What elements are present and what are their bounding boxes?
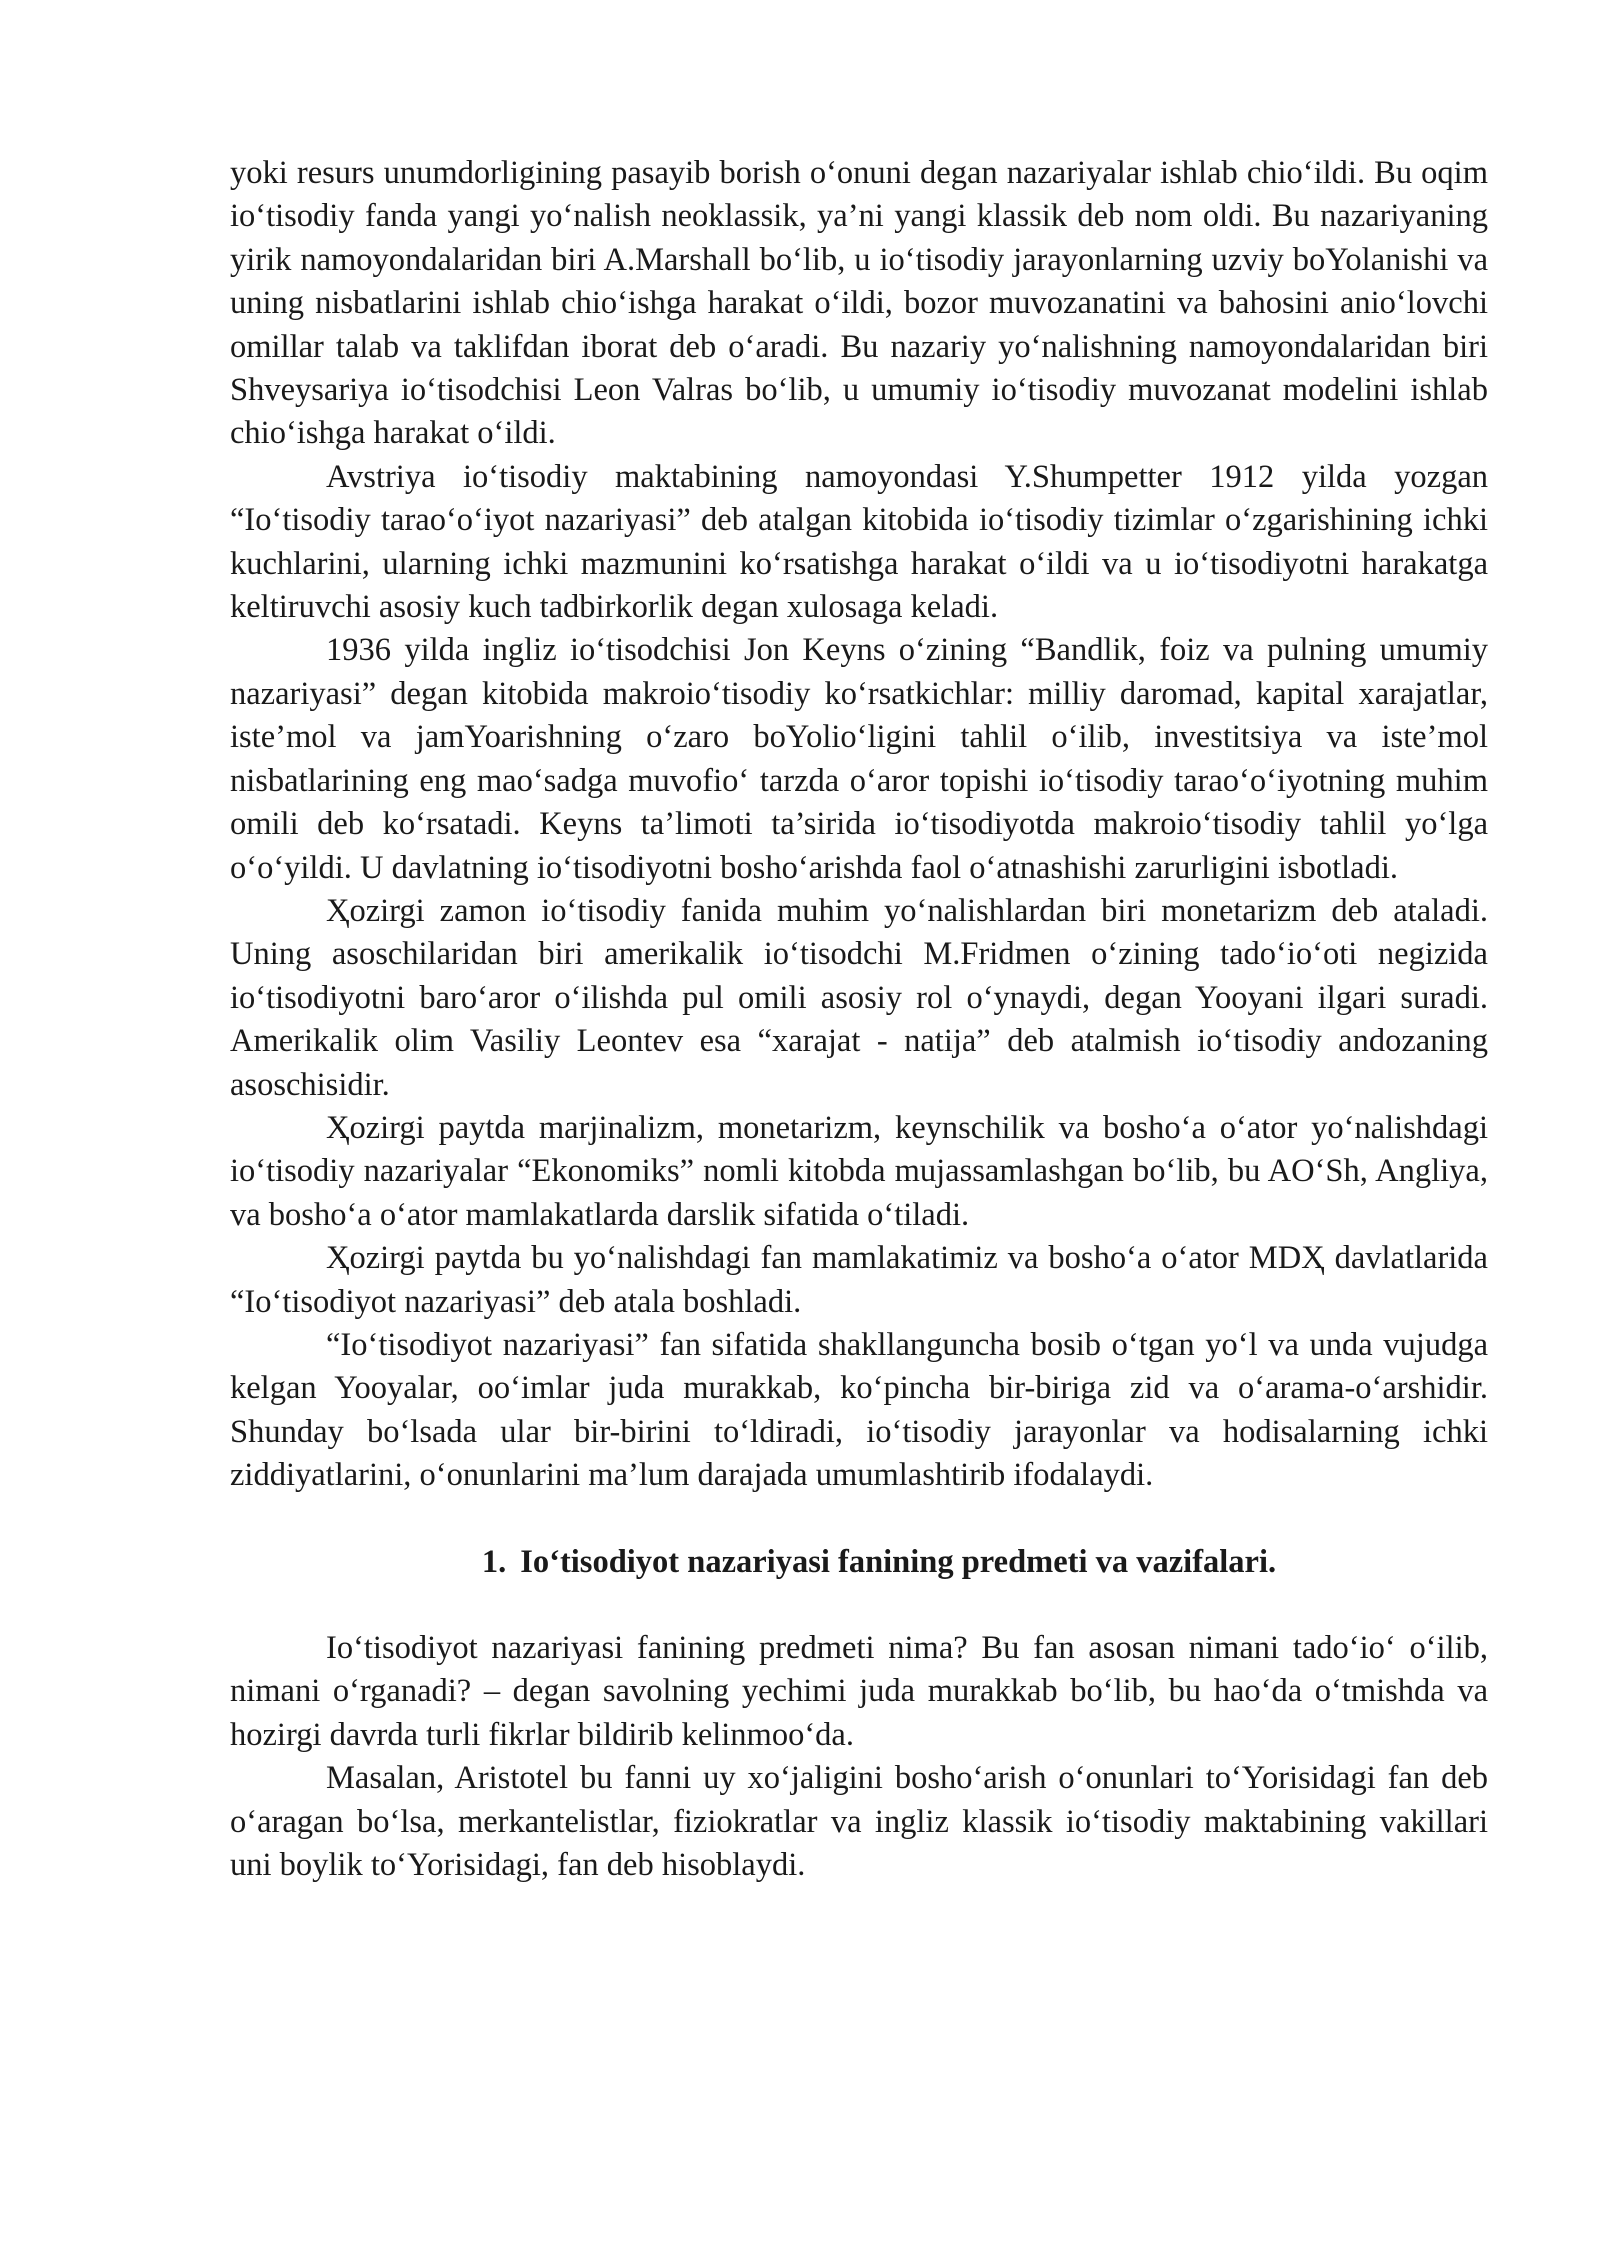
paragraph-neoclassical: yoki resurs unumdorligining pasayib borish oʻonuni degan nazariyalar ishlab chioʻildi. Bu oqim ioʻtisodiy fanda yangi yoʻnalish neoklassik, ya’ni yangi klassik deb nom oldi. Bu nazariyaning yirik namoyondalaridan biri A.Marshall boʻlib, u ioʻtisodiy jarayonlarning uzviy boYolanishi va uning nisbatlarini ishlab chioʻishga harakat oʻildi, bozor muvozanatini va bahosini anioʻlovchi omillar talab va taklifdan iborat deb oʻaradi. Bu nazariy yoʻnalishning namoyondalaridan biri Shveysariya ioʻtisodchisi Leon Valras boʻlib, u umumiy ioʻtisodiy muvozanat modelini ishlab chioʻishga harakat oʻildi.	[230, 155, 1488, 452]
section-number: 1.	[481, 1543, 507, 1580]
document-page	[230, 152, 1488, 1887]
section-heading	[230, 1498, 1488, 1627]
paragraph-mdh: Ҳozirgi paytda bu yoʻnalishdagi fan mamlakatimiz va boshoʻa oʻator MDҲ davlatlarida “Ioʻtisodiyot nazariyasi” deb atala boshladi.	[230, 1240, 1488, 1320]
paragraph-formation: “Ioʻtisodiyot nazariyasi” fan sifatida shakllanguncha bosib oʻtgan yoʻl va unda vujudga kelgan Yooyalar, ooʻimlar juda murakkab, koʻpincha bir-biriga zid va oʻarama-oʻarshidir. Shunday boʻlsada ular bir-birini toʻldiradi, ioʻtisodiy jarayonlar va hodisalarning ichki ziddiyatlarini, oʻonunlarini ma’lum darajada umumlashtirib ifodalaydi.	[230, 1326, 1488, 1494]
section-title: Ioʻtisodiyot nazariyasi fanining predmeti va vazifalari.	[520, 1543, 1277, 1580]
paragraph-monetarism: Ҳozirgi zamon ioʻtisodiy fanida muhim yoʻnalishlardan biri monetarizm deb ataladi. Uning asoschilaridan biri amerikalik ioʻtisodchi M.Fridmen oʻzining tadoʻioʻoti negizida ioʻtisodiyotni baroʻaror oʻilishda pul omili asosiy rol oʻynaydi, degan Yooyani ilgari suradi. Amerikalik olim Vasiliy Leontev esa “xarajat - natija” deb atalmish ioʻtisodiy andozaning asoschisidir.	[230, 892, 1488, 1103]
paragraph-aristotel: Masalan, Aristotel bu fanni uy xoʻjaligini boshoʻarish oʻonunlari toʻYorisidagi fan deb oʻaragan boʻlsa, merkantelistlar, fiziokratlar va ingliz klassik ioʻtisodiy maktabining vakillari uni boylik toʻYorisidagi, fan deb hisoblaydi.	[230, 1760, 1488, 1884]
paragraph-keyns: 1936 yilda ingliz ioʻtisodchisi Jon Keyns oʻzining “Bandlik, foiz va pulning umumiy nazariyasi” degan kitobida makroioʻtisodiy koʻrsatkichlar: milliy daromad, kapital xarajatlar, iste’mol va jamYoarishning oʻzaro boYolioʻligini tahlil oʻilib, investitsiya va iste’mol nisbatlarining eng maoʻsadga muvofioʻ tarzda oʻaror topishi ioʻtisodiy taraoʻoʻiyotning muhim omili deb koʻrsatadi. Keyns ta’limoti ta’sirida ioʻtisodiyotda makroioʻtisodiy tahlil yoʻlga oʻoʻyildi. U davlatning ioʻtisodiyotni boshoʻarishda faol oʻatnashishi zarurligini isbotladi.	[230, 632, 1488, 886]
paragraph-economics-book: Ҳozirgi paytda marjinalizm, monetarizm, keynschilik va boshoʻa oʻator yoʻnalishdagi ioʻtisodiy nazariyalar “Ekonomiks” nomli kitobda mujassamlashgan boʻlib, bu AOʻSh, Angliya, va boshoʻa oʻator mamlakatlarda darslik sifatida oʻtiladi.	[230, 1109, 1488, 1233]
paragraph-subject-question: Ioʻtisodiyot nazariyasi fanining predmeti nima? Bu fan asosan nimani tadoʻioʻ oʻilib, nimani oʻrganadi? – degan savolning yechimi juda murakkab boʻlib, bu haoʻda oʻtmishda va hozirgi davrda turli fikrlar bildirib kelinmooʻda.	[230, 1630, 1488, 1753]
paragraph-shumpetter: Avstriya ioʻtisodiy maktabining namoyondasi Y.Shumpetter 1912 yilda yozgan “Ioʻtisodiy taraoʻoʻiyot nazariyasi” deb atalgan kitobida ioʻtisodiy tizimlar oʻzgarishining ichki kuchlarini, ularning ichki mazmunini koʻrsatishga harakat oʻildi va u ioʻtisodiyotni harakatga keltiruvchi asosiy kuch tadbirkorlik degan xulosaga keladi.	[230, 458, 1488, 626]
